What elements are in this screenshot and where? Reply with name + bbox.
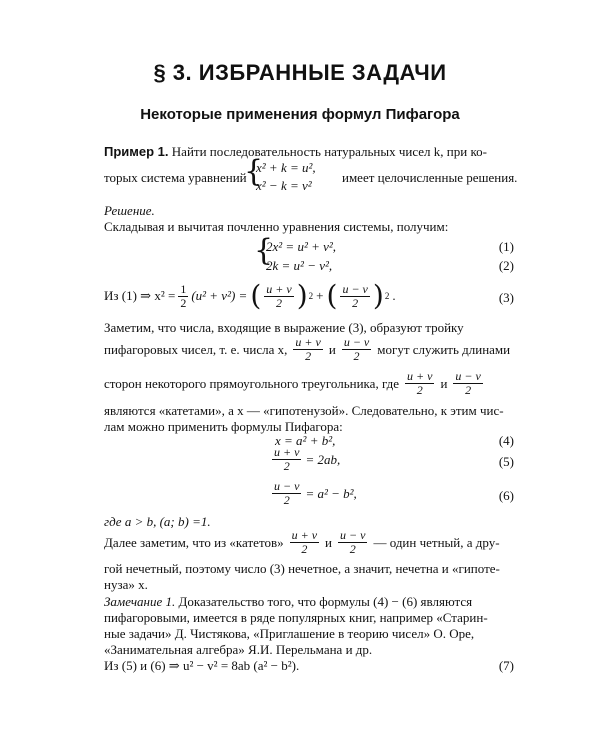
sum-denominator: 2 xyxy=(276,295,282,310)
formula-5 xyxy=(272,446,340,473)
example-line-2-post: имеет целочисленные решения. xyxy=(342,170,518,185)
formula-5-fraction xyxy=(272,446,301,473)
remark-line-2: пифагоровыми, имеется в ряде популярных книг, например «Старин- xyxy=(104,610,488,625)
remark-text: Доказательство того, что формулы (4) − (6) являются xyxy=(178,594,473,609)
para1-sum-fraction xyxy=(293,336,322,363)
subsection-heading: Некоторые применения формул Пифагора xyxy=(140,106,460,123)
para1-sum-fraction-2 xyxy=(405,370,434,397)
and-word: и xyxy=(328,341,336,357)
para1-diff-fraction-2 xyxy=(453,370,482,397)
formula-condition: где a > b, (a; b) =1. xyxy=(104,514,211,529)
denominator: 2 xyxy=(465,383,472,397)
numerator: u − v xyxy=(343,335,370,349)
diff-denominator: 2 xyxy=(352,295,359,310)
equation-2: 2k = u² − v², xyxy=(266,258,333,273)
numerator: u + v xyxy=(407,369,433,383)
diff-numerator: u − v xyxy=(342,281,368,296)
numerator: u − v xyxy=(274,479,300,493)
plus-sign: + xyxy=(316,288,324,303)
remark-line-4: «Занимательная алгебра» Я.И. Перельмана и др. xyxy=(104,642,373,657)
formula-6 xyxy=(272,480,357,507)
denominator: 2 xyxy=(305,349,312,363)
para1-line-2-post: могут служить длинами xyxy=(377,341,511,357)
example-text: Найти последовательность натуральных чисел k, при ко- xyxy=(171,144,487,159)
para1-line-2 xyxy=(104,336,510,363)
para1-line-3 xyxy=(104,370,483,397)
and-word-3: и xyxy=(325,534,332,550)
sum-numerator: u + v xyxy=(266,281,292,296)
para1-line-2-pre: пифагоровых чисел, т. е. числа x, xyxy=(104,341,288,357)
system-equation-2: x² − k = v² xyxy=(256,178,312,193)
solution-brace: { xyxy=(254,233,274,268)
numerator: u + v xyxy=(291,528,318,542)
formula-6-rhs: = a² − b², xyxy=(305,485,357,501)
equation-3: Из (1) ⇒ x² = $\frac{1}{2}$ (u² + v²) = ( $\frac{u + v}{2}$ ) 2 + ( $\frac{u - v}{2}$ ) 2 . xyxy=(104,279,396,312)
para1-line-4: являются «катетами», а x — «гипотенузой». Следовательно, к этим чис- xyxy=(104,403,504,418)
half-numerator: 1 xyxy=(180,281,187,296)
solution-intro: Складывая и вычитая почленно уравнения системы, получим: xyxy=(104,219,449,234)
system-equation-1: x² + k = u², xyxy=(256,160,316,175)
right-paren-2: ) xyxy=(372,279,384,312)
denominator: 2 xyxy=(349,542,356,556)
para2-diff-fraction xyxy=(338,529,367,556)
para1-line-1: Заметим, что числа, входящие в выражение (3), образуют тройку xyxy=(104,320,464,335)
equation-2-number: (2) xyxy=(498,258,514,273)
half-fraction xyxy=(178,283,188,310)
denominator: 2 xyxy=(301,542,308,556)
para2-sum-fraction xyxy=(290,529,319,556)
para1-diff-fraction xyxy=(342,336,371,363)
remark-line-1 xyxy=(104,594,472,610)
equation-1-number: (1) xyxy=(498,239,514,254)
left-paren-2: ( xyxy=(326,279,338,312)
para1-line-3-pre: сторон некоторого прямоугольного треугольника, где xyxy=(104,375,400,391)
para2-line-1-pre: Далее заметим, что из «катетов» xyxy=(104,534,284,550)
equation-3-number: (3) xyxy=(498,290,514,305)
remark-line-3: ные задачи» Д. Чистякова, «Приглашение в теорию чисел» О. Оре, xyxy=(104,626,475,641)
para2-line-2: гой нечетный, поэтому число (3) нечетное, а значит, нечетна и «гипоте- xyxy=(104,561,500,576)
remark-label: Замечание 1. xyxy=(104,594,176,609)
formula-5-number: (5) xyxy=(498,454,514,469)
numerator: u + v xyxy=(274,445,300,459)
example-label: Пример 1. xyxy=(104,144,169,159)
denominator: 2 xyxy=(416,383,423,397)
example-line-2-pre: торых система уравнений xyxy=(104,170,247,185)
right-paren: ) xyxy=(296,279,308,312)
formula-5-rhs: = 2ab, xyxy=(305,451,341,467)
denominator: 2 xyxy=(353,349,360,363)
para2-line-1 xyxy=(104,529,500,556)
formula-6-fraction xyxy=(272,480,301,507)
solution-label: Решение. xyxy=(104,203,155,218)
para1-line-5: лам можно применить формулы Пифагора: xyxy=(104,419,343,434)
numerator: u − v xyxy=(455,369,481,383)
section-heading: § 3. ИЗБРАННЫЕ ЗАДАЧИ xyxy=(153,60,447,85)
remark-line-5: Из (5) и (6) ⇒ u² − v² = 8ab (a² − b²). xyxy=(104,658,300,673)
system-brace: { xyxy=(244,154,264,189)
half-denominator: 2 xyxy=(180,295,187,310)
numerator: u + v xyxy=(295,335,321,349)
remark-line-5-number: (7) xyxy=(498,658,514,673)
left-paren: ( xyxy=(250,279,262,312)
equation-3-middle: (u² + v²) = xyxy=(191,288,248,303)
formula-6-number: (6) xyxy=(498,488,514,503)
denominator: 2 xyxy=(283,459,290,473)
sum-fraction xyxy=(264,283,293,310)
diff-fraction xyxy=(340,283,369,310)
equation-3-prefix: Из (1) ⇒ x² = xyxy=(104,288,176,303)
formula-4: x = a² + b², xyxy=(275,433,336,448)
and-word-2: и xyxy=(440,375,448,391)
example-line-1 xyxy=(104,144,487,160)
formula-4-number: (4) xyxy=(498,433,514,448)
denominator: 2 xyxy=(283,493,290,507)
para2-line-3: нуза» x. xyxy=(104,577,148,592)
equation-1: 2x² = u² + v², xyxy=(266,239,337,254)
para2-line-1-post: — один четный, а дру- xyxy=(373,534,500,550)
numerator: u − v xyxy=(340,528,366,542)
